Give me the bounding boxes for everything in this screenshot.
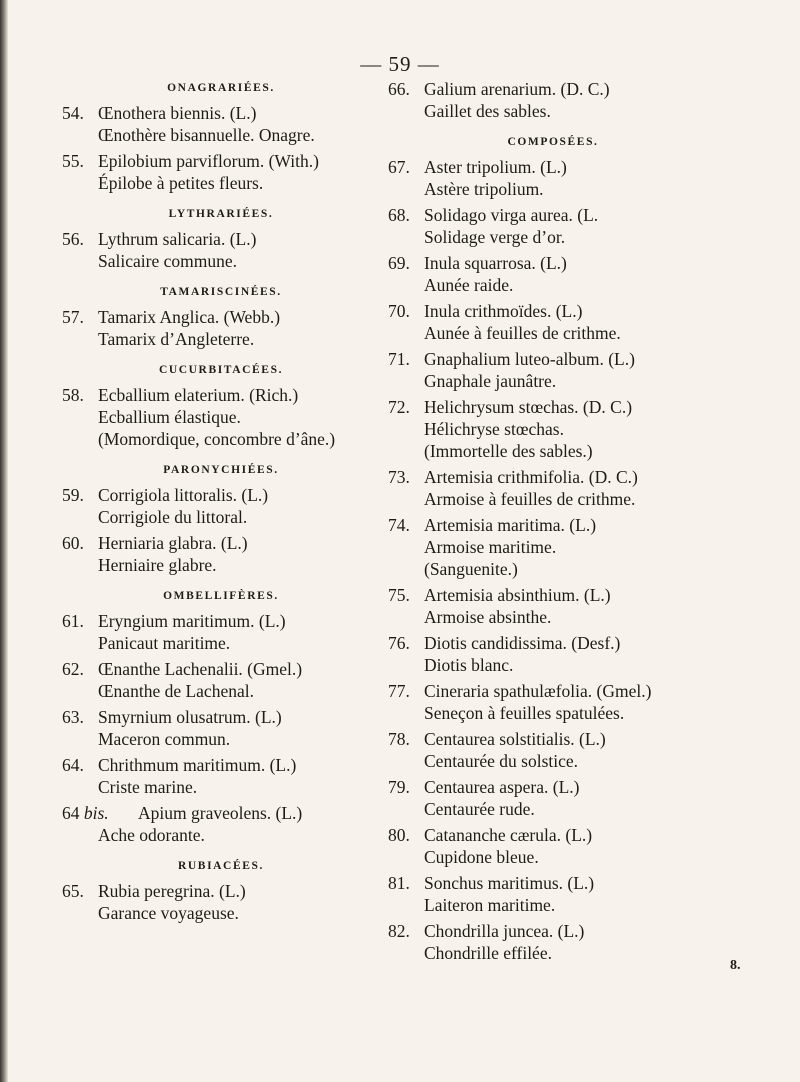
entry-number <box>388 920 424 942</box>
latin-name: Artemisia crithmifolia. (D. C.) <box>424 467 638 487</box>
species-entry <box>388 824 718 868</box>
entry-number-text: 58. <box>62 385 84 405</box>
species-entry <box>62 706 380 750</box>
entry-number-text: 64. <box>62 755 84 775</box>
entry-number <box>388 776 424 798</box>
latin-name: Epilobium parviflorum. (With.) <box>98 151 319 171</box>
latin-name: Eryngium maritimum. (L.) <box>98 611 286 631</box>
latin-name: Solidago virga aurea. (L. <box>424 205 599 225</box>
french-name: Tamarix d’Angleterre. <box>98 329 255 349</box>
entry-number-text: 54. <box>62 103 84 123</box>
page-number: — 59 — <box>360 52 440 76</box>
entry-number <box>62 610 98 632</box>
species-entry <box>388 728 718 772</box>
entry-number-text: 74. <box>388 515 410 535</box>
french-name: Armoise absinthe. <box>424 607 552 627</box>
entry-number-text: 69. <box>388 253 410 273</box>
species-entry <box>388 396 718 462</box>
species-entry <box>62 880 380 924</box>
french-name: Centaurée du solstice. <box>424 751 579 771</box>
latin-name: Tamarix Anglica. (Webb.) <box>98 307 281 327</box>
french-name: Armoise maritime. <box>424 537 557 557</box>
species-entry <box>388 78 718 122</box>
french-name: Laiteron maritime. <box>424 895 556 915</box>
latin-name: Artemisia maritima. (L.) <box>424 515 597 535</box>
entry-first-line <box>388 348 718 370</box>
entry-number-text: 75. <box>388 585 410 605</box>
french-name: Gnaphale jaunâtre. <box>424 371 557 391</box>
french-name: Gaillet des sables. <box>424 101 551 121</box>
entry-number <box>388 728 424 750</box>
entry-number-text: 60. <box>62 533 84 553</box>
entry-number <box>388 680 424 702</box>
french-name: Œnothère bisannuelle. Onagre. <box>98 125 315 145</box>
entry-number <box>388 584 424 606</box>
french-name: Astère tripolium. <box>424 179 544 199</box>
entry-first-line <box>388 156 718 178</box>
entry-number <box>388 466 424 488</box>
french-name: Solidage verge d’or. <box>424 227 566 247</box>
entry-first-line <box>388 824 718 846</box>
species-entry <box>388 156 718 200</box>
entry-number-text: 64 <box>62 803 80 823</box>
latin-name: Inula crithmoïdes. (L.) <box>424 301 583 321</box>
species-entry <box>62 802 380 846</box>
entry-number-text: 77. <box>388 681 410 701</box>
entry-bis: bis. <box>83 803 109 823</box>
species-entry <box>388 632 718 676</box>
right-column <box>388 78 718 968</box>
latin-name: Artemisia absinthium. (L.) <box>424 585 611 605</box>
family-heading: PARONYCHIÉES. <box>163 464 279 476</box>
french-name: Criste marine. <box>98 777 198 797</box>
french-name: Maceron commun. <box>98 729 231 749</box>
entry-number <box>62 532 98 554</box>
entry-number <box>388 632 424 654</box>
entry-number-text: 82. <box>388 921 410 941</box>
latin-name: Inula squarrosa. (L.) <box>424 253 567 273</box>
entry-first-line <box>388 78 718 100</box>
entry-number-text: 63. <box>62 707 84 727</box>
family-heading: RUBIACÉES. <box>178 860 264 872</box>
species-entry <box>62 228 380 272</box>
latin-name: Œnothera biennis. (L.) <box>98 103 257 123</box>
latin-name: Gnaphalium luteo-album. (L.) <box>424 349 635 369</box>
entry-first-line <box>62 706 380 728</box>
latin-name: Helichrysum stœchas. (D. C.) <box>424 397 633 417</box>
entry-first-line <box>62 610 380 632</box>
species-entry <box>62 754 380 798</box>
entry-first-line <box>388 632 718 654</box>
latin-name: Aster tripolium. (L.) <box>424 157 567 177</box>
entry-number <box>388 204 424 226</box>
entry-number <box>62 306 98 328</box>
entry-number <box>388 78 424 100</box>
latin-name: Ecballium elaterium. (Rich.) <box>98 385 299 405</box>
entry-number <box>62 880 98 902</box>
entry-number <box>62 384 98 406</box>
entry-first-line <box>388 872 718 894</box>
entry-first-line <box>62 754 380 776</box>
species-entry <box>62 384 380 450</box>
species-entry <box>388 680 718 724</box>
species-entry <box>62 150 380 194</box>
entry-first-line <box>62 228 380 250</box>
entry-first-line <box>388 680 718 702</box>
entry-number-text: 80. <box>388 825 410 845</box>
entry-first-line <box>388 252 718 274</box>
entry-number-text: 65. <box>62 881 84 901</box>
family-heading: CUCURBITACÉES. <box>158 364 284 376</box>
species-entry <box>388 300 718 344</box>
entry-first-line <box>388 466 718 488</box>
entry-number-text: 72. <box>388 397 410 417</box>
french-name: Corrigiole du littoral. <box>98 507 248 527</box>
entry-number <box>388 872 424 894</box>
entry-number-text: 70. <box>388 301 410 321</box>
entry-first-line <box>62 150 380 172</box>
entry-first-line <box>388 584 718 606</box>
french-name: (Immortelle des sables.) <box>424 441 593 461</box>
latin-name: Centaurea solstitialis. (L.) <box>424 729 606 749</box>
entry-number-text: 62. <box>62 659 84 679</box>
species-entry <box>62 532 380 576</box>
entry-number-text: 56. <box>62 229 84 249</box>
signature-mark: 8. <box>730 958 741 973</box>
species-entry <box>388 872 718 916</box>
latin-name: Corrigiola littoralis. (L.) <box>98 485 269 505</box>
species-entry <box>388 204 718 248</box>
entry-number-text: 78. <box>388 729 410 749</box>
entry-first-line <box>62 880 380 902</box>
french-name: Chondrille effilée. <box>424 943 552 963</box>
french-name: Épilobe à petites fleurs. <box>98 173 264 193</box>
french-name: Seneçon à feuilles spatulées. <box>424 703 625 723</box>
entry-number-text: 57. <box>62 307 84 327</box>
entry-number <box>62 228 98 250</box>
entry-first-line <box>388 300 718 322</box>
family-heading: LYTHRARIÉES. <box>168 208 274 220</box>
species-entry <box>62 484 380 528</box>
latin-name: Sonchus maritimus. (L.) <box>424 873 595 893</box>
species-entry <box>388 348 718 392</box>
french-name: Panicaut maritime. <box>98 633 231 653</box>
latin-name: Cineraria spathulæfolia. (Gmel.) <box>424 681 652 701</box>
french-name: Aunée raide. <box>424 275 514 295</box>
french-name: Œnanthe de Lachenal. <box>98 681 254 701</box>
latin-name: Œnanthe Lachenalii. (Gmel.) <box>98 659 303 679</box>
french-name: Armoise à feuilles de crithme. <box>424 489 636 509</box>
entry-first-line <box>388 514 718 536</box>
entry-number <box>62 754 98 776</box>
entry-number <box>388 252 424 274</box>
entry-number <box>388 824 424 846</box>
latin-name: Lythrum salicaria. (L.) <box>98 229 257 249</box>
species-entry <box>62 610 380 654</box>
family-heading: TAMARISCINÉES. <box>160 286 282 298</box>
entry-number-text: 55. <box>62 151 84 171</box>
french-name: (Sanguenite.) <box>424 559 518 579</box>
entry-number-text: 67. <box>388 157 410 177</box>
species-entry <box>388 466 718 510</box>
entry-number <box>62 706 98 728</box>
latin-name: Catananche cærula. (L.) <box>424 825 593 845</box>
latin-name: Centaurea aspera. (L.) <box>424 777 580 797</box>
species-entry <box>388 776 718 820</box>
latin-name: Galium arenarium. (D. C.) <box>424 79 610 99</box>
species-entry <box>62 102 380 146</box>
entry-first-line <box>388 396 718 418</box>
latin-name: Rubia peregrina. (L.) <box>98 881 246 901</box>
species-entry <box>388 514 718 580</box>
species-entry <box>62 658 380 702</box>
french-name: Ecballium élastique. <box>98 407 241 427</box>
entry-first-line <box>62 484 380 506</box>
entry-number-text: 73. <box>388 467 410 487</box>
french-name: Hélichryse stœchas. <box>424 419 564 439</box>
entry-first-line <box>62 102 380 124</box>
latin-name: Chrithmum maritimum. (L.) <box>98 755 297 775</box>
entry-number <box>388 514 424 536</box>
left-column <box>62 78 380 928</box>
family-heading: ONAGRARIÉES. <box>167 82 275 94</box>
species-entry <box>62 306 380 350</box>
entry-number <box>62 102 98 124</box>
entry-first-line <box>388 728 718 750</box>
species-entry <box>388 584 718 628</box>
entry-number-text: 59. <box>62 485 84 505</box>
entry-first-line <box>62 532 380 554</box>
entry-first-line <box>388 920 718 942</box>
entry-number-text: 76. <box>388 633 410 653</box>
entry-number-text: 79. <box>388 777 410 797</box>
latin-name: Chondrilla juncea. (L.) <box>424 921 585 941</box>
entry-number-text: 71. <box>388 349 410 369</box>
french-name: Salicaire commune. <box>98 251 237 271</box>
entry-first-line <box>62 306 380 328</box>
french-name: Diotis blanc. <box>424 655 514 675</box>
entry-number <box>62 802 138 824</box>
entry-first-line <box>62 384 380 406</box>
entry-number <box>62 150 98 172</box>
entry-number <box>62 658 98 680</box>
entry-number <box>388 396 424 418</box>
entry-number <box>388 300 424 322</box>
entry-first-line <box>62 658 380 680</box>
family-heading: COMPOSÉES. <box>507 136 599 148</box>
entry-number-text: 61. <box>62 611 84 631</box>
entry-first-line <box>388 776 718 798</box>
entry-number <box>388 156 424 178</box>
entry-number <box>62 484 98 506</box>
french-name: Aunée à feuilles de crithme. <box>424 323 621 343</box>
entry-number-text: 66. <box>388 79 410 99</box>
entry-first-line <box>388 204 718 226</box>
family-heading: OMBELLIFÈRES. <box>163 590 279 602</box>
species-entry <box>388 252 718 296</box>
latin-name: Apium graveolens. (L.) <box>138 803 303 823</box>
french-name: Garance voyageuse. <box>98 903 239 923</box>
latin-name: Herniaria glabra. (L.) <box>98 533 248 553</box>
entry-number-text: 81. <box>388 873 410 893</box>
latin-name: Smyrnium olusatrum. (L.) <box>98 707 282 727</box>
french-name: Cupidone bleue. <box>424 847 539 867</box>
latin-name: Diotis candidissima. (Desf.) <box>424 633 621 653</box>
entry-number-text: 68. <box>388 205 410 225</box>
entry-number <box>388 348 424 370</box>
french-name: (Momordique, concombre d’âne.) <box>98 429 336 449</box>
french-name: Ache odorante. <box>98 825 205 845</box>
entry-first-line <box>62 802 380 824</box>
book-spine-shadow <box>0 0 8 1082</box>
french-name: Herniaire glabre. <box>98 555 217 575</box>
species-entry <box>388 920 718 964</box>
french-name: Centaurée rude. <box>424 799 535 819</box>
